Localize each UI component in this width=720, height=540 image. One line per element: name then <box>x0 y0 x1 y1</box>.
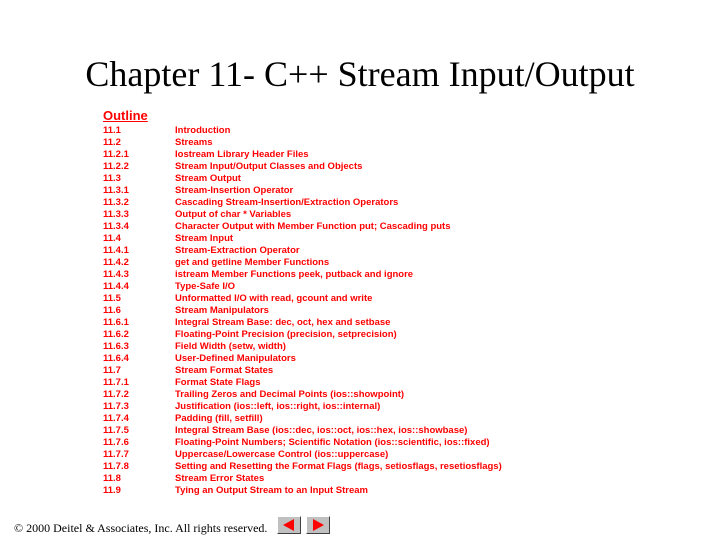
outline-item-text: Iostream Library Header Files <box>175 149 309 160</box>
outline-item-number: 11.9 <box>103 485 121 496</box>
outline-item-text: Type-Safe I/O <box>175 281 236 292</box>
outline-item-number: 11.6.4 <box>103 353 129 364</box>
outline-item-number: 11.1 <box>103 125 121 136</box>
outline-item <box>103 425 663 437</box>
outline-item-text: Stream Error States <box>175 473 265 484</box>
outline-item-text: Cascading Stream-Insertion/Extraction Operators <box>175 197 399 208</box>
outline-item-text: Integral Stream Base: dec, oct, hex and setbase <box>175 317 391 328</box>
outline-item-text: Format State Flags <box>175 377 261 388</box>
outline-item <box>103 329 663 341</box>
outline-item-number: 11.7.2 <box>103 389 129 400</box>
outline-item-number: 11.7 <box>103 365 121 376</box>
outline-item-number: 11.7.8 <box>103 461 129 472</box>
outline-item-number: 11.6.3 <box>103 341 129 352</box>
previous-slide-button[interactable] <box>277 516 301 534</box>
outline-item <box>103 209 663 221</box>
outline-item-text: Stream Format States <box>175 365 274 376</box>
outline-item <box>103 461 663 473</box>
outline-item-number: 11.4.3 <box>103 269 129 280</box>
outline-item-text: User-Defined Manipulators <box>175 353 296 364</box>
outline-item <box>103 413 663 425</box>
outline-item-text: Stream Input/Output Classes and Objects <box>175 161 363 172</box>
outline-item-text: Stream Input <box>175 233 234 244</box>
outline-item-number: 11.6.2 <box>103 329 129 340</box>
outline-list <box>103 125 663 497</box>
outline-item-number: 11.3 <box>103 173 121 184</box>
outline-item-number: 11.7.6 <box>103 437 129 448</box>
outline-item <box>103 197 663 209</box>
outline-item <box>103 365 663 377</box>
outline-item-text: Tying an Output Stream to an Input Stream <box>175 485 369 496</box>
outline-item <box>103 233 663 245</box>
outline-item-number: 11.3.2 <box>103 197 129 208</box>
outline-item-text: Floating-Point Precision (precision, setprecision) <box>175 329 397 340</box>
outline-item-number: 11.7.5 <box>103 425 129 436</box>
outline-item-number: 11.3.1 <box>103 185 129 196</box>
slide-title: Chapter 11- C++ Stream Input/Output <box>85 54 635 94</box>
outline-item-text: Field Width (setw, width) <box>175 341 286 352</box>
outline-item-number: 11.3.4 <box>103 221 129 232</box>
outline-item-text: Floating-Point Numbers; Scientific Notation (ios::scientific, ios::fixed) <box>175 437 490 448</box>
outline-item-text: istream Member Functions peek, putback and ignore <box>175 269 414 280</box>
outline-item-text: Stream Output <box>175 173 241 184</box>
outline-item <box>103 437 663 449</box>
outline-heading: Outline <box>103 108 148 123</box>
outline-item <box>103 449 663 461</box>
outline-item-number: 11.4.4 <box>103 281 129 292</box>
outline-item-text: Justification (ios::left, ios::right, ios::internal) <box>175 401 381 412</box>
outline-item <box>103 281 663 293</box>
outline-item-text: Streams <box>175 137 213 148</box>
outline-item <box>103 401 663 413</box>
outline-item-text: Padding (fill, setfill) <box>175 413 263 424</box>
outline-item-number: 11.4.2 <box>103 257 129 268</box>
outline-item-text: Character Output with Member Function put; Cascading puts <box>175 221 451 232</box>
outline-item <box>103 137 663 149</box>
outline-item <box>103 377 663 389</box>
outline-item <box>103 353 663 365</box>
outline-item-number: 11.8 <box>103 473 121 484</box>
outline-item-number: 11.7.1 <box>103 377 129 388</box>
outline-panel <box>103 108 663 497</box>
outline-item <box>103 173 663 185</box>
outline-item-text: Stream-Insertion Operator <box>175 185 294 196</box>
arrow-left-icon <box>278 517 300 533</box>
outline-item-text: get and getline Member Functions <box>175 257 330 268</box>
outline-item-number: 11.7.4 <box>103 413 129 424</box>
outline-item <box>103 473 663 485</box>
outline-item <box>103 485 663 497</box>
outline-item <box>103 341 663 353</box>
outline-item-text: Unformatted I/O with read, gcount and write <box>175 293 373 304</box>
outline-item <box>103 305 663 317</box>
outline-item-number: 11.5 <box>103 293 121 304</box>
outline-item-text: Setting and Resetting the Format Flags (flags, setiosflags, resetiosflags) <box>175 461 502 472</box>
outline-item-number: 11.2.1 <box>103 149 129 160</box>
outline-item-number: 11.6.1 <box>103 317 129 328</box>
outline-item <box>103 269 663 281</box>
outline-item-text: Stream Manipulators <box>175 305 269 316</box>
outline-item <box>103 221 663 233</box>
outline-item <box>103 185 663 197</box>
outline-item <box>103 257 663 269</box>
outline-item-text: Output of char * Variables <box>175 209 292 220</box>
outline-item-number: 11.2 <box>103 137 121 148</box>
outline-item-number: 11.7.7 <box>103 449 129 460</box>
outline-item-number: 11.2.2 <box>103 161 129 172</box>
outline-item-text: Introduction <box>175 125 231 136</box>
outline-item <box>103 125 663 137</box>
outline-item <box>103 389 663 401</box>
arrow-right-icon <box>307 517 329 533</box>
outline-item-text: Uppercase/Lowercase Control (ios::uppercase) <box>175 449 389 460</box>
outline-item-text: Trailing Zeros and Decimal Points (ios::showpoint) <box>175 389 405 400</box>
outline-item <box>103 293 663 305</box>
outline-item <box>103 149 663 161</box>
outline-item-text: Stream-Extraction Operator <box>175 245 300 256</box>
outline-item <box>103 161 663 173</box>
outline-item-number: 11.3.3 <box>103 209 129 220</box>
copyright-footer: © 2000 Deitel & Associates, Inc. All rights reserved. <box>14 521 268 535</box>
next-slide-button[interactable] <box>306 516 330 534</box>
outline-item-text: Integral Stream Base (ios::dec, ios::oct, ios::hex, ios::showbase) <box>175 425 468 436</box>
outline-item-number: 11.4 <box>103 233 121 244</box>
outline-item-number: 11.6 <box>103 305 121 316</box>
outline-item <box>103 245 663 257</box>
outline-item-number: 11.4.1 <box>103 245 129 256</box>
outline-item <box>103 317 663 329</box>
outline-item-number: 11.7.3 <box>103 401 129 412</box>
